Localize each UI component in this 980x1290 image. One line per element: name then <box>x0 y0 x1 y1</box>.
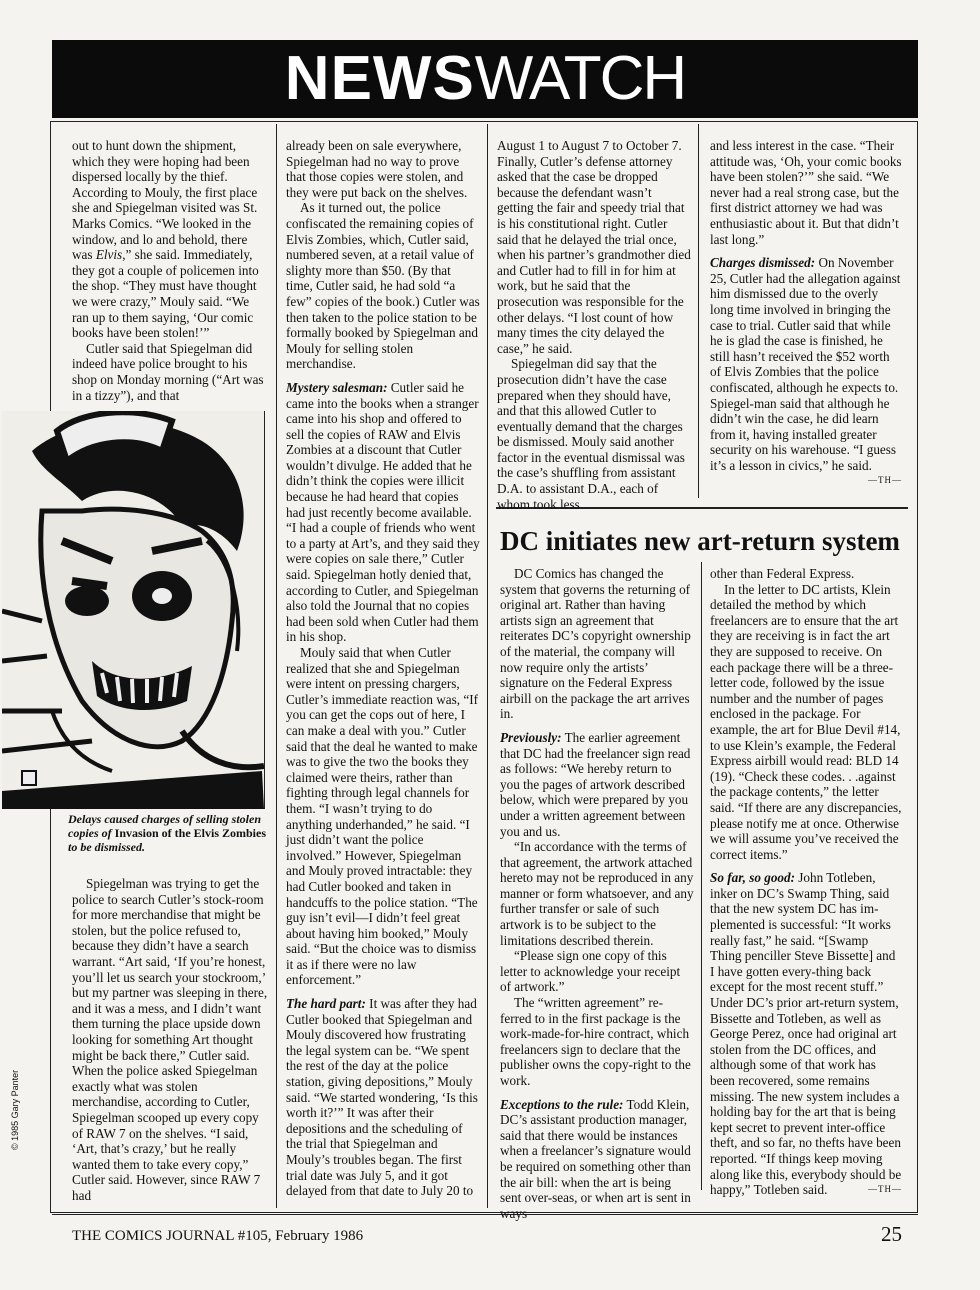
col1-text-c: ,” she said. Immediately, they got a couple of policemen into the shop. “They must have thought we were crazy,” Mouly said. “We ran up to them saying, ‘Our comic books have been stolen!’” <box>72 247 259 341</box>
dc1-para-4: “Please sign one copy of this letter to acknowledge your receipt of artwork.” <box>500 948 681 995</box>
subhead-exceptions: Exceptions to the rule: <box>500 1096 624 1112</box>
dc1-para-2-text: The earlier agreement that DC had the freelancer sign read as follows: “We hereby return to you the pages of artwork described below, which were prepared by you under a written agreement between you and us. <box>500 729 691 839</box>
dc-column-2 <box>710 566 902 1198</box>
column-rule-3 <box>698 124 699 498</box>
col1-text-a: out to hunt down the shipment, which they were hoping had been dispersed locally by the thief. According to Mouly, the first place she and Spiegelman visited was St. Marks Comics. “We looked in the window, and lo and behold, there was <box>72 138 258 263</box>
column-3 <box>497 138 691 512</box>
subhead-previously: Previously: <box>500 729 562 745</box>
caption-title: Invasion of the Elvis Zombies <box>114 826 267 840</box>
zombie-drawing <box>2 411 264 809</box>
sidebar-column-rule <box>701 562 702 1190</box>
author-signature-2: —TH— <box>868 1184 902 1195</box>
dc1-para-6-text: Todd Klein, DC’s assistant production manager, said that there would be instances when a freelancer’s signature would be required on something other than the air bill: when the art is being sent over-seas, or when art is sent in ways <box>500 1096 691 1221</box>
banner-title-light: WATCH <box>474 44 686 113</box>
col2-para-3-text: Cutler said he came into the books when a stranger came into his shop and offered to sell the copies of RAW and Elvis Zombies at a discount that Cutler wouldn’t divulge. He added that he didn’t think the copies were illicit because he had heard that copies had just recently become available. “I had a couple of friends who went to a party at Art’s, and they said they were copies on sale there,” Cutler said. Spiegelman hotly denied that, according to Cutler, and Spiegelman also told the Journal that no copies had been sold when Cutler had them in his shop. <box>286 379 480 645</box>
col4-para-1: and less interest in the case. “Their attitude was, ‘Oh, your comic books have been stolen?’” she said. “We never had a real strong case, but the first district attorney we had was enthusiastic about it. But that didn’t last long.” <box>710 138 902 247</box>
dc1-para-5: The “written agreement” re-ferred to in the first package is the work-made-for-hire contract, which freelancers sign to declare that the publisher owns the copy-right to the work. <box>500 995 691 1088</box>
subhead-so-far-so-good: So far, so good: <box>710 870 795 886</box>
col4-para-2-text: On November 25, Cutler had the allegation against him dismissed due to the overly long time involved in bringing the case to trial. Cutler said that while he is glad the case is finished, he still hasn’t received the $52 worth of Elvis Zombies that the police confiscated, although he expects to. Spiegel-man said that although he didn’t win the case, he did learn from it, having installed greater security on his warehouse. “I guess it’s a lesson in civics,” he said. <box>710 255 901 473</box>
dc2-para-3 <box>710 870 902 1197</box>
col2-para-4: Mouly said that when Cutler realized that she and Spiegelman were intent on pressing chargers, Cutler’s immediate reaction was, “If you can get the cops out of here, I can make a deal with you.” Cutler said that the deal he wanted to make was to give the two the books they claimed were theirs, rather than fighting through legal channels for them. “I wasn’t trying to do anything underhanded,” he said. “I just didn’t want the police involved.” However, Spiegelman and Mouly proved intractable: they had Cutler booked and taken in handcuffs to the police station. “The guy isn’t evil—I didn’t feel great about having him booked,” Mouly said. “But the choice was to dismiss it as if there were no law enforcement.” <box>286 645 479 988</box>
illustration-caption <box>68 812 268 854</box>
column-1-top <box>72 138 268 403</box>
author-signature: —TH— <box>868 475 902 486</box>
dc-column-1 <box>500 566 694 1221</box>
dc1-para-6 <box>500 1097 694 1222</box>
caption-text-c: to be dismissed. <box>68 840 145 854</box>
column-2 <box>286 138 480 1199</box>
col1-para-1 <box>72 138 268 341</box>
subhead-hard-part: The hard part: <box>286 996 366 1012</box>
col2-para-2: As it turned out, the police confiscated the remaining copies of Elvis Zombies, which, Cutler said, numbered seven, at a retail value of slighty more than $50. (By that time, Cutler said, he had sold “a few” copies of the book.) Cutler was then taken to the police station to be formally booked by Spiegelman and Mouly for selling stolen merchandise. <box>286 200 480 372</box>
col1-text-b: Elvis <box>95 247 123 263</box>
dc1-para-3: “In accordance with the terms of that agreement, the artwork attached hereto may not be reproduced in any manner or form whatsoever, and any further transfer or sale of such artwork is to be subject to the limitations described therein. <box>500 839 694 948</box>
column-rule-1 <box>276 124 277 1208</box>
subhead-mystery-salesman: Mystery salesman: <box>286 379 388 395</box>
article-headline: DC initiates new art-return system <box>500 526 900 556</box>
page-number: 25 <box>881 1222 902 1246</box>
newswatch-banner <box>52 40 918 118</box>
zombie-illustration <box>2 411 265 809</box>
col1b-para: Spiegelman was trying to get the police to search Cutler’s stock-room for more merchandise that might be stolen, but the police refused to, because they didn’t have a search warrant. “Art said, ‘If you’re honest, you’ll let us search your stockroom,’ but my partner was sleeping in there, and it was a mess, and I didn’t want them turning the place upside down looking for something Art thought might be back there,” Cutler said. When the police asked Spiegelman exactly what was stolen merchandise, according to Cutler, Spiegelman scooped up every copy of RAW 7 on the shelves. “I said, ‘Art, that’s crazy,’ but he really wanted them to take every copy,” Cutler said. However, since RAW 7 had <box>72 876 268 1203</box>
column-1-bottom <box>72 876 268 1203</box>
col2-para-5 <box>286 996 480 1199</box>
banner-title <box>52 46 918 112</box>
col3-para-1: August 1 to August 7 to October 7. Finally, Cutler’s defense attorney asked that the case be dropped because the defendant wasn’t getting the fair and speedy trial that is his constitutional right. Cutler said that he delayed the trial once, when his partner’s grandmother died and Cutler had to fill in for him at work, but he said that the prosecution was responsible for the other delays. “I lost count of how many times the city delayed the case,” he said. <box>497 138 691 356</box>
col1-para-2: Cutler said that Spiegelman did indeed have police brought to his shop on Monday morning (“Art was in a tizzy”), and that <box>72 340 264 403</box>
column-4 <box>710 138 902 489</box>
col2-para-3 <box>286 380 480 645</box>
magazine-footer: THE COMICS JOURNAL #105, February 1986 <box>72 1228 364 1244</box>
dc2-para-1: other than Federal Express. <box>710 566 855 581</box>
footer-rule <box>52 1214 918 1215</box>
subhead-charges-dismissed: Charges dismissed: <box>710 255 816 271</box>
dc1-para-1: DC Comics has changed the system that governs the returning of original art. Rather than having artists sign an agreement that reiterates DC’s copyright ownership of the material, the company will now require only the artists’ signature on the Federal Express airbill on the package the art arrives in. <box>500 566 691 722</box>
col2-para-5-text: It was after they had Cutler booked that Spiegelman and Mouly discovered how frustrating the legal system can be. “We spent the rest of the day at the police station, giving depositions,” Mouly said. “We started wondering, ‘Is this worth it?’” It was after their depositions and the scheduling of the trial that Spiegelman and Mouly’s troubles began. The first trial date was July 5, and it got delayed from that date to July 20 to <box>286 996 478 1199</box>
dc2-para-3-text: John Totleben, inker on DC’s Swamp Thing, said that the new system DC has im-plemented is successful: “It works really fast,” he said. “[Swamp Thing penciller Steve Bissette] and I have gotten every-thing back except for the most recent stuff.” Under DC’s prior art-return system, Bissette and Totleben, as well as George Perez, once had original art stolen from the DC offices, and although some of that work has been recovered, some remains missing. The new system includes a holding bay for the art that is being kept secret to prevent inter-office theft, and so far, no thefts have been reported. “If things keep moving along like this, everybody should be happy,” Totleben said. <box>710 870 902 1198</box>
dc2-para-2: In the letter to DC artists, Klein detailed the method by which freelancers are to ensure that the art they are receiving is in fact the art they are supposed to receive. On each package there will be a three-letter code, followed by the issue number and the number of pages enclosed in the package. For example, the art for Blue Devil #14, to use Klein’s example, the Federal Express airbill would read: BLD 14 (19). “Check these codes. . .against the package contents,” the letter said. “If there are any discrepancies, please notify me at once. Otherwise we will assume you’ve received the correct items.” <box>710 581 902 862</box>
caption-text-a: Delays caused charges of selling stolen copies of <box>68 812 261 840</box>
banner-title-bold: NEWS <box>284 44 475 113</box>
col2-para-1: already been on sale everywhere, Spiegelman had no way to prove that those copies were stolen, and they were put back on the shelves. <box>286 138 468 200</box>
dc1-para-2 <box>500 730 694 839</box>
col4-para-2 <box>710 255 902 486</box>
col3-para-2: Spiegelman did say that the prosecution didn’t have the case prepared when they should have, and that this allowed Cutler to eventually demand that the charges be dismissed. Mouly said another factor in the eventual dismissal was the case’s shuffling from assistant D.A. to assistant D.A., each of whom took less <box>497 356 685 512</box>
column-rule-2 <box>487 124 488 1208</box>
illustration-credit: © 1985 Gary Panter <box>10 1069 20 1150</box>
